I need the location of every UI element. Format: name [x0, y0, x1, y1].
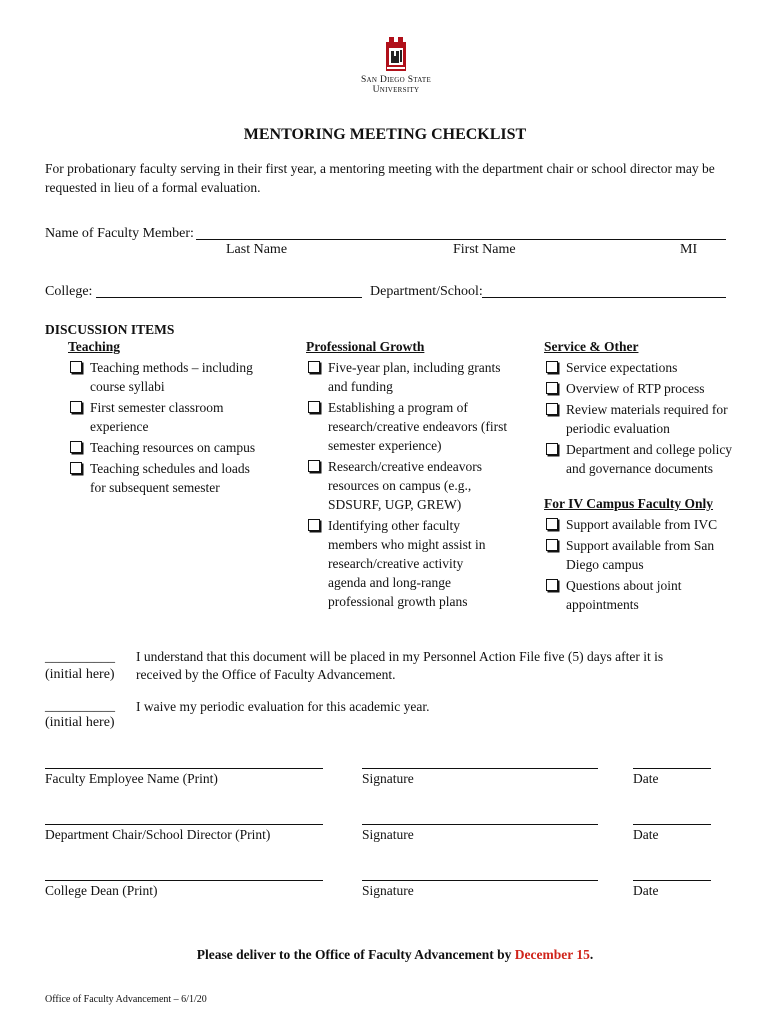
sig-date-label: Date	[633, 827, 659, 842]
department-label: Department/School:	[370, 284, 483, 299]
sig-date-label: Date	[633, 771, 659, 786]
sig-signature-label: Signature	[362, 827, 414, 842]
checkbox-icon[interactable]	[70, 361, 82, 373]
name-label: Name of Faculty Member:	[45, 226, 194, 241]
checkbox-icon[interactable]	[308, 401, 320, 413]
checkbox-icon[interactable]	[546, 382, 558, 394]
delivery-end: .	[589, 947, 594, 962]
checklist-item[interactable]: Department and college policy and governance documents	[544, 440, 749, 478]
name-print-line[interactable]	[45, 824, 323, 825]
logo-line-1: San Diego State	[360, 75, 432, 85]
service-heading: Service & Other	[544, 339, 639, 354]
growth-column	[306, 337, 521, 613]
checklist-item[interactable]: Establishing a program of research/creative endeavors (first semester experience)	[306, 398, 521, 455]
date-line[interactable]	[633, 768, 711, 769]
checklist-item[interactable]: Support available from San Diego campus	[544, 536, 749, 574]
delivery-note	[0, 946, 770, 964]
initial-statement-1: I understand that this document will be placed in my Personnel Action File five (5) days after it is received by the Office of Faculty Advancement.	[136, 649, 664, 682]
checklist-item[interactable]: Review materials required for periodic evaluation	[544, 400, 749, 438]
signature-line[interactable]	[362, 824, 598, 825]
department-input-line[interactable]	[482, 297, 726, 298]
initial-label-1: (initial here)	[45, 667, 115, 682]
sdsu-logo	[355, 36, 437, 95]
delivery-text: Please deliver to the Office of Faculty Advancement by	[196, 947, 515, 962]
service-column	[544, 337, 749, 616]
growth-heading: Professional Growth	[306, 339, 425, 354]
teaching-column	[68, 337, 283, 499]
mi-sublabel: MI	[680, 242, 698, 257]
checkbox-icon[interactable]	[70, 462, 82, 474]
checklist-item[interactable]: First semester classroom experience	[68, 398, 283, 436]
checkbox-icon[interactable]	[546, 518, 558, 530]
logo-line-2: University	[372, 85, 420, 95]
date-line[interactable]	[633, 824, 711, 825]
sig-signature-label: Signature	[362, 883, 414, 898]
checklist-item[interactable]: Overview of RTP process	[544, 379, 749, 398]
footer-text: Office of Faculty Advancement – 6/1/20	[45, 994, 207, 1005]
teaching-heading: Teaching	[68, 339, 121, 354]
sig-name-label: Faculty Employee Name (Print)	[45, 771, 218, 786]
sig-name-label: Department Chair/School Director (Print)	[45, 827, 271, 842]
checklist-item[interactable]: Teaching resources on campus	[68, 438, 283, 457]
delivery-deadline: December 15	[514, 947, 590, 962]
checkbox-icon[interactable]	[308, 460, 320, 472]
checkbox-icon[interactable]	[546, 539, 558, 551]
checkbox-icon[interactable]	[70, 441, 82, 453]
discussion-heading: DISCUSSION ITEMS	[45, 322, 175, 337]
checklist-item[interactable]: Five-year plan, including grants and funding	[306, 358, 521, 396]
checkbox-icon[interactable]	[546, 361, 558, 373]
checklist-item[interactable]: Teaching methods – including course syllabi	[68, 358, 283, 396]
checklist-item[interactable]: Identifying other faculty members who might assist in research/creative activity agenda and long-range professional growth plans	[306, 516, 521, 611]
checkbox-icon[interactable]	[546, 443, 558, 455]
signature-line[interactable]	[362, 880, 598, 881]
checkbox-icon[interactable]	[308, 361, 320, 373]
checkbox-icon[interactable]	[308, 519, 320, 531]
college-label: College:	[45, 284, 93, 299]
last-name-sublabel: Last Name	[226, 242, 288, 257]
initial-blank-2[interactable]: __________	[45, 699, 115, 714]
name-print-line[interactable]	[45, 880, 323, 881]
sig-name-label: College Dean (Print)	[45, 883, 158, 898]
checklist-item[interactable]: Questions about joint appointments	[544, 576, 749, 614]
checkbox-icon[interactable]	[546, 579, 558, 591]
iv-heading: For IV Campus Faculty Only	[544, 496, 714, 511]
checklist-item[interactable]: Support available from IVC	[544, 515, 749, 534]
page-title: MENTORING MEETING CHECKLIST	[243, 126, 527, 143]
date-line[interactable]	[633, 880, 711, 881]
intro-paragraph: For probationary faculty serving in their first year, a mentoring meeting with the department chair or school director may be requested in lieu of a formal evaluation.	[45, 161, 715, 195]
sig-date-label: Date	[633, 883, 659, 898]
checklist-item[interactable]: Teaching schedules and loads for subsequent semester	[68, 459, 283, 497]
checkbox-icon[interactable]	[70, 401, 82, 413]
first-name-sublabel: First Name	[453, 242, 516, 257]
name-print-line[interactable]	[45, 768, 323, 769]
initial-blank-1[interactable]: __________	[45, 650, 115, 665]
sig-signature-label: Signature	[362, 771, 414, 786]
college-input-line[interactable]	[96, 297, 362, 298]
checklist-item[interactable]: Research/creative endeavors resources on campus (e.g., SDSURF, UGP, GREW)	[306, 457, 521, 514]
initial-statement-2: I waive my periodic evaluation for this academic year.	[136, 699, 430, 714]
sdsu-emblem-icon	[385, 36, 407, 72]
initial-label-2: (initial here)	[45, 715, 115, 730]
checklist-item[interactable]: Service expectations	[544, 358, 749, 377]
checkbox-icon[interactable]	[546, 403, 558, 415]
signature-line[interactable]	[362, 768, 598, 769]
